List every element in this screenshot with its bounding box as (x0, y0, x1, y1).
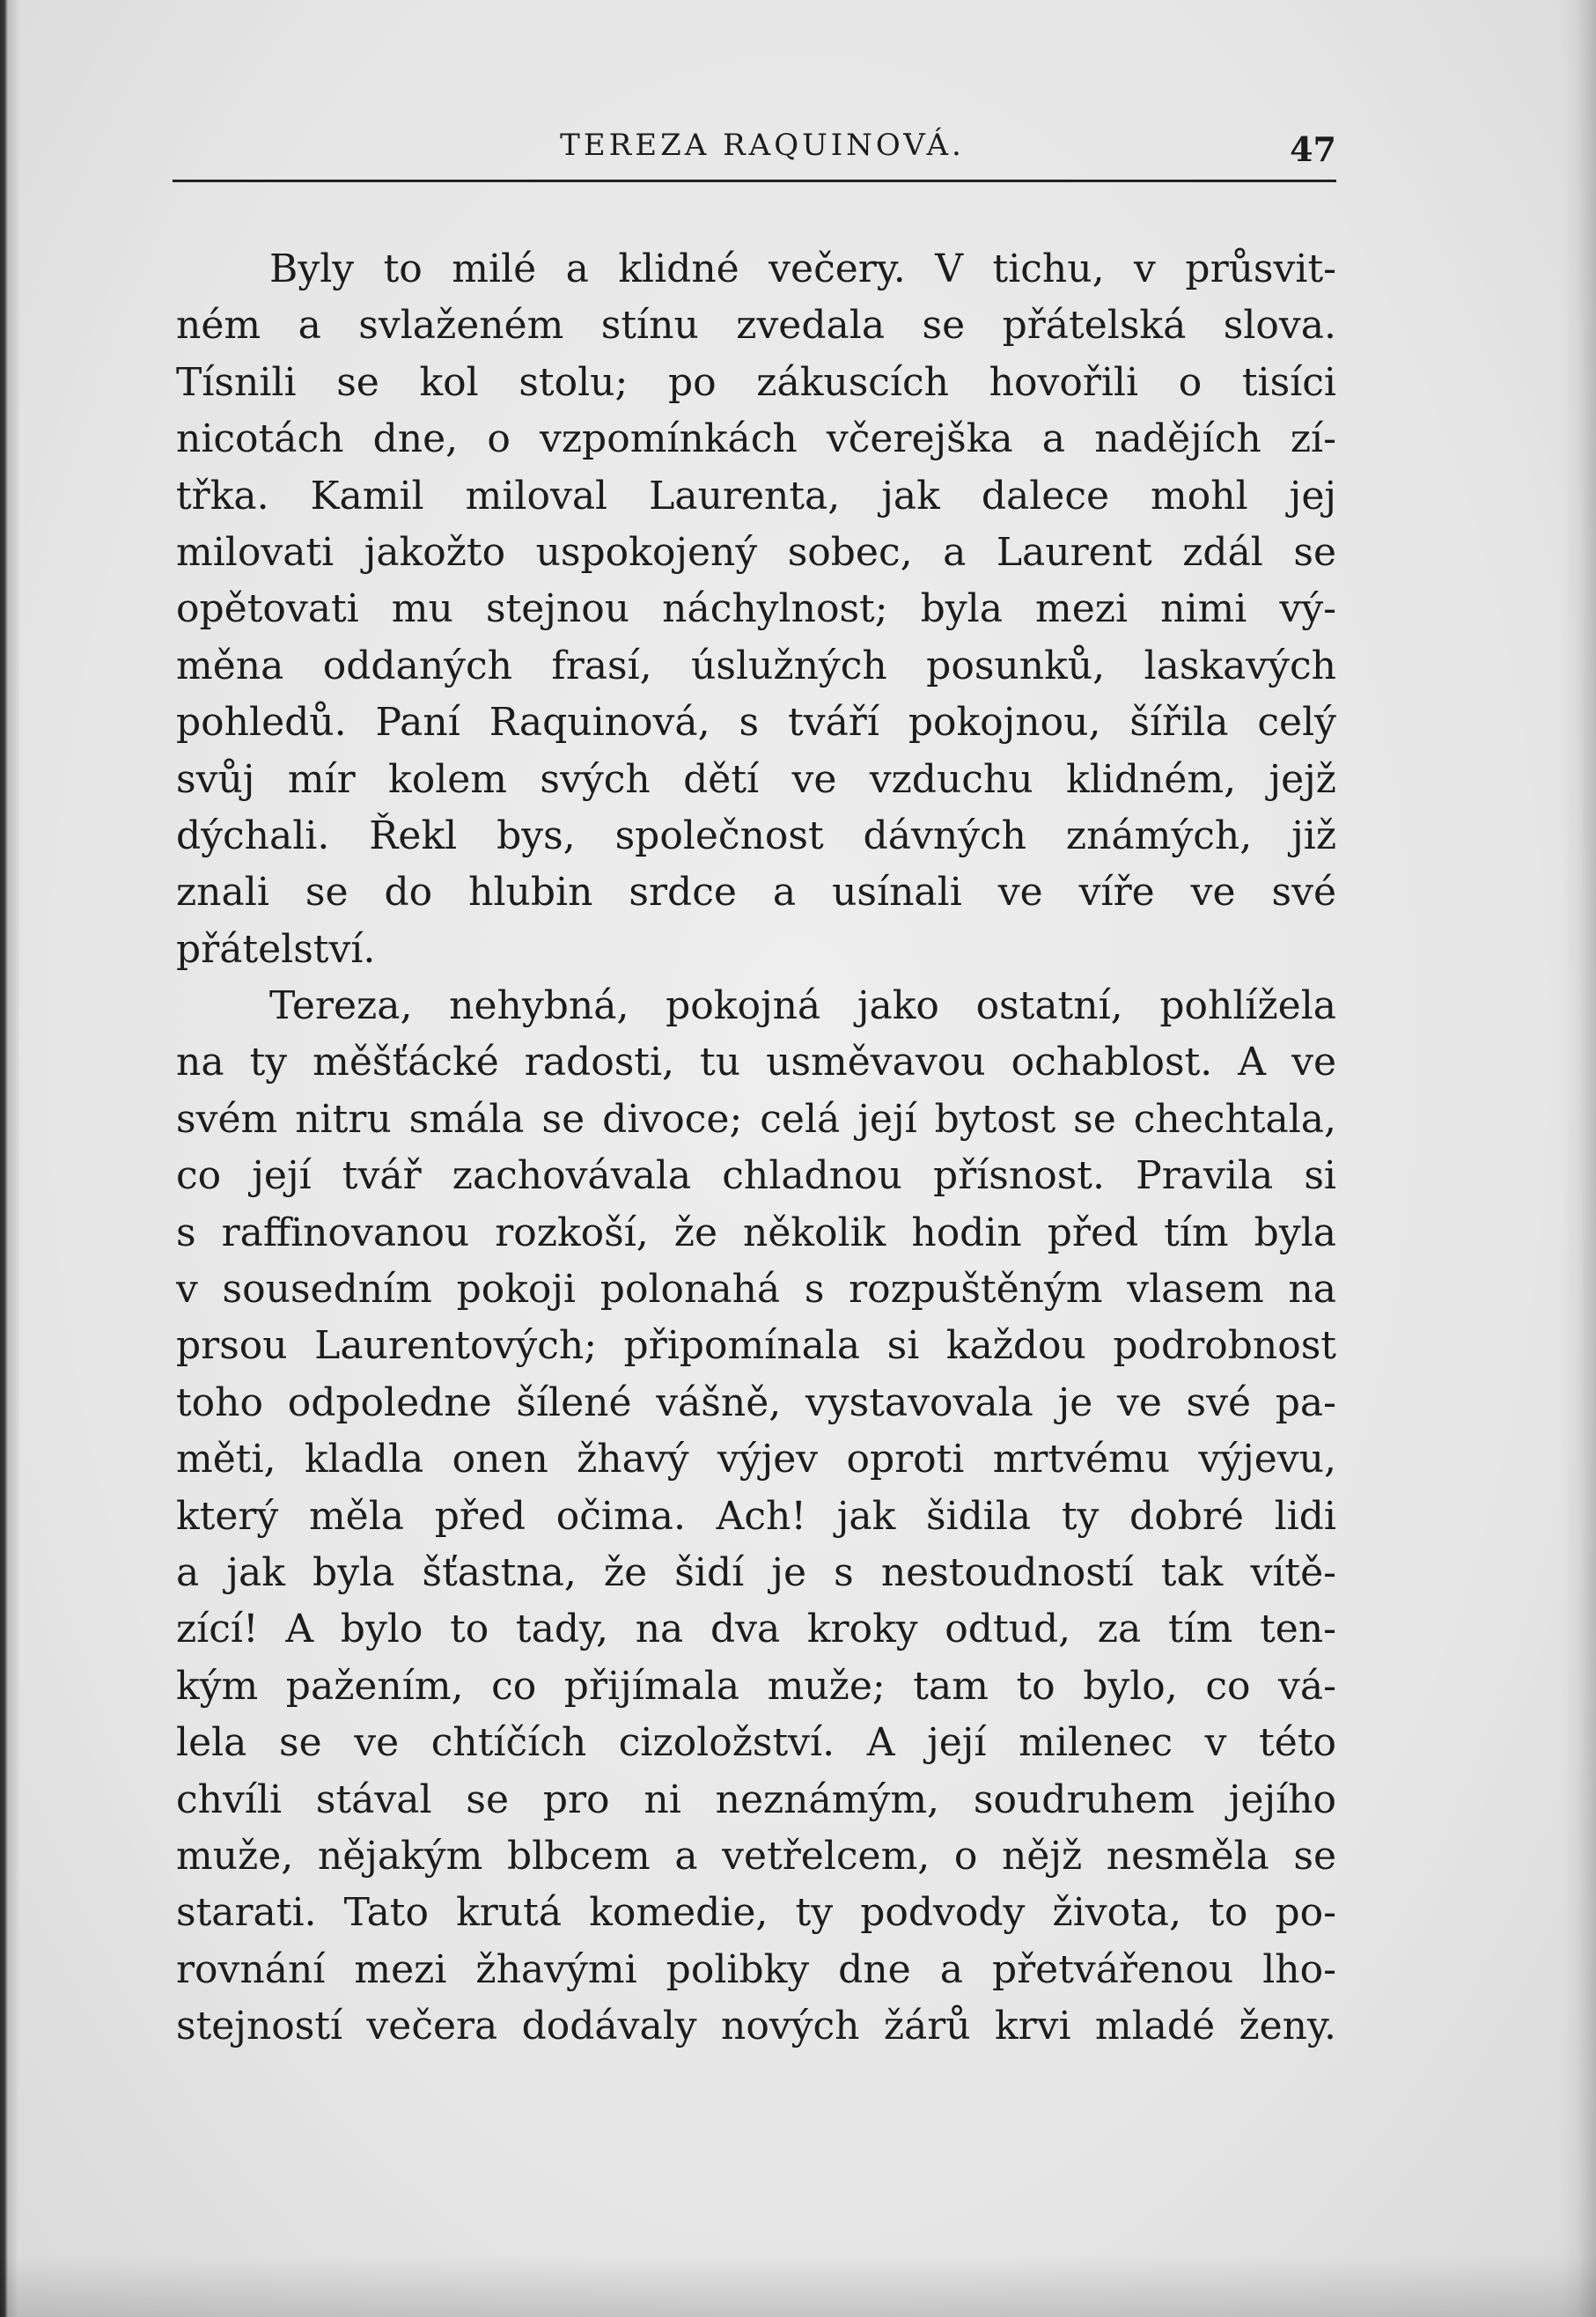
page-left-edge (0, 0, 19, 2317)
text-line: znali se do hlubin srdce a usínali ve víře ve své (176, 870, 1336, 916)
text-line: měna oddaných frasí, úslužných posunků, laskavých (176, 643, 1336, 688)
text-line: nicotách dne, o vzpomínkách včerejška a nadějích zí- (176, 416, 1336, 462)
running-header (173, 128, 1336, 180)
text-line: co její tvář zachovávala chladnou přísnost. Pravila si (176, 1153, 1336, 1199)
text-line: opětovati mu stejnou náchylnost; byla mezi nimi vý- (176, 586, 1336, 632)
text-line: ném a svlaženém stínu zvedala se přátelská slova. (176, 303, 1336, 349)
text-line: v sousedním pokoji polonahá s rozpuštěným vlasem na (176, 1267, 1336, 1313)
page-right-edge (1561, 0, 1596, 2317)
text-line: s raffinovanou rozkoší, že několik hodin před tím byla (176, 1210, 1336, 1255)
text-line: Tereza, nehybná, pokojná jako ostatní, pohlížela (269, 983, 1336, 1029)
running-title: TEREZA RAQUINOVÁ. (560, 128, 965, 163)
text-line: Byly to milé a klidné večery. V tichu, v průsvit- (269, 246, 1336, 291)
text-line: přátelství. (176, 926, 376, 972)
text-line: prsou Laurentových; připomínala si každou podrobnost (176, 1323, 1336, 1369)
text-line: který měla před očima. Ach! jak šidila ty dobré lidi (176, 1493, 1336, 1539)
text-line: rovnání mezi žhavými polibky dne a přetvářenou lho- (176, 1946, 1336, 1992)
paragraph-2 (176, 978, 1336, 2055)
text-line: třka. Kamil miloval Laurenta, jak dalece mohl jej (176, 473, 1336, 519)
text-line: svůj mír kolem svých dětí ve vzduchu klidném, jejž (176, 756, 1336, 802)
text-line: starati. Tato krutá komedie, ty podvody života, to po- (176, 1890, 1336, 1936)
text-line: a jak byla šťastna, že šidí je s nestoudností tak vítě- (176, 1549, 1336, 1595)
body-text (176, 241, 1336, 2056)
page-bottom-edge (0, 2255, 1596, 2317)
text-line: zící! A bylo to tady, na dva kroky odtud, za tím ten- (176, 1607, 1336, 1652)
text-line: stejností večera dodávaly nových žárů krvi mladé ženy. (176, 2004, 1336, 2049)
text-line: toho odpoledne šílené vášně, vystavovala je ve své pa- (176, 1379, 1336, 1425)
text-line: dýchali. Řekl bys, společnost dávných známých, již (176, 813, 1336, 858)
header-rule (173, 180, 1336, 182)
text-line: lela se ve chtíčích cizoložství. A její milenec v této (176, 1720, 1336, 1766)
text-line: svém nitru smála se divoce; celá její bytost se chechtala, (176, 1096, 1336, 1142)
text-line: chvíli stával se pro ni neznámým, soudruhem jejího (176, 1776, 1336, 1822)
text-line: pohledů. Paní Raquinová, s tváří pokojnou, šířila celý (176, 700, 1336, 746)
text-line: muže, nějakým blbcem a vetřelcem, o nějž nesměla se (176, 1833, 1336, 1879)
text-line: milovati jakožto uspokojený sobec, a Laurent zdál se (176, 529, 1336, 575)
text-line: kým pažením, co přijímala muže; tam to bylo, co vá- (176, 1663, 1336, 1709)
text-line: Tísnili se kol stolu; po zákuscích hovořili o tisíci (176, 359, 1336, 405)
paragraph-1 (176, 241, 1336, 978)
page-number: 47 (1290, 129, 1336, 169)
text-line: měti, kladla onen žhavý výjev oproti mrtvému výjevu, (176, 1437, 1336, 1482)
text-line: na ty měšťácké radosti, tu usměvavou ochablost. A ve (176, 1040, 1336, 1085)
